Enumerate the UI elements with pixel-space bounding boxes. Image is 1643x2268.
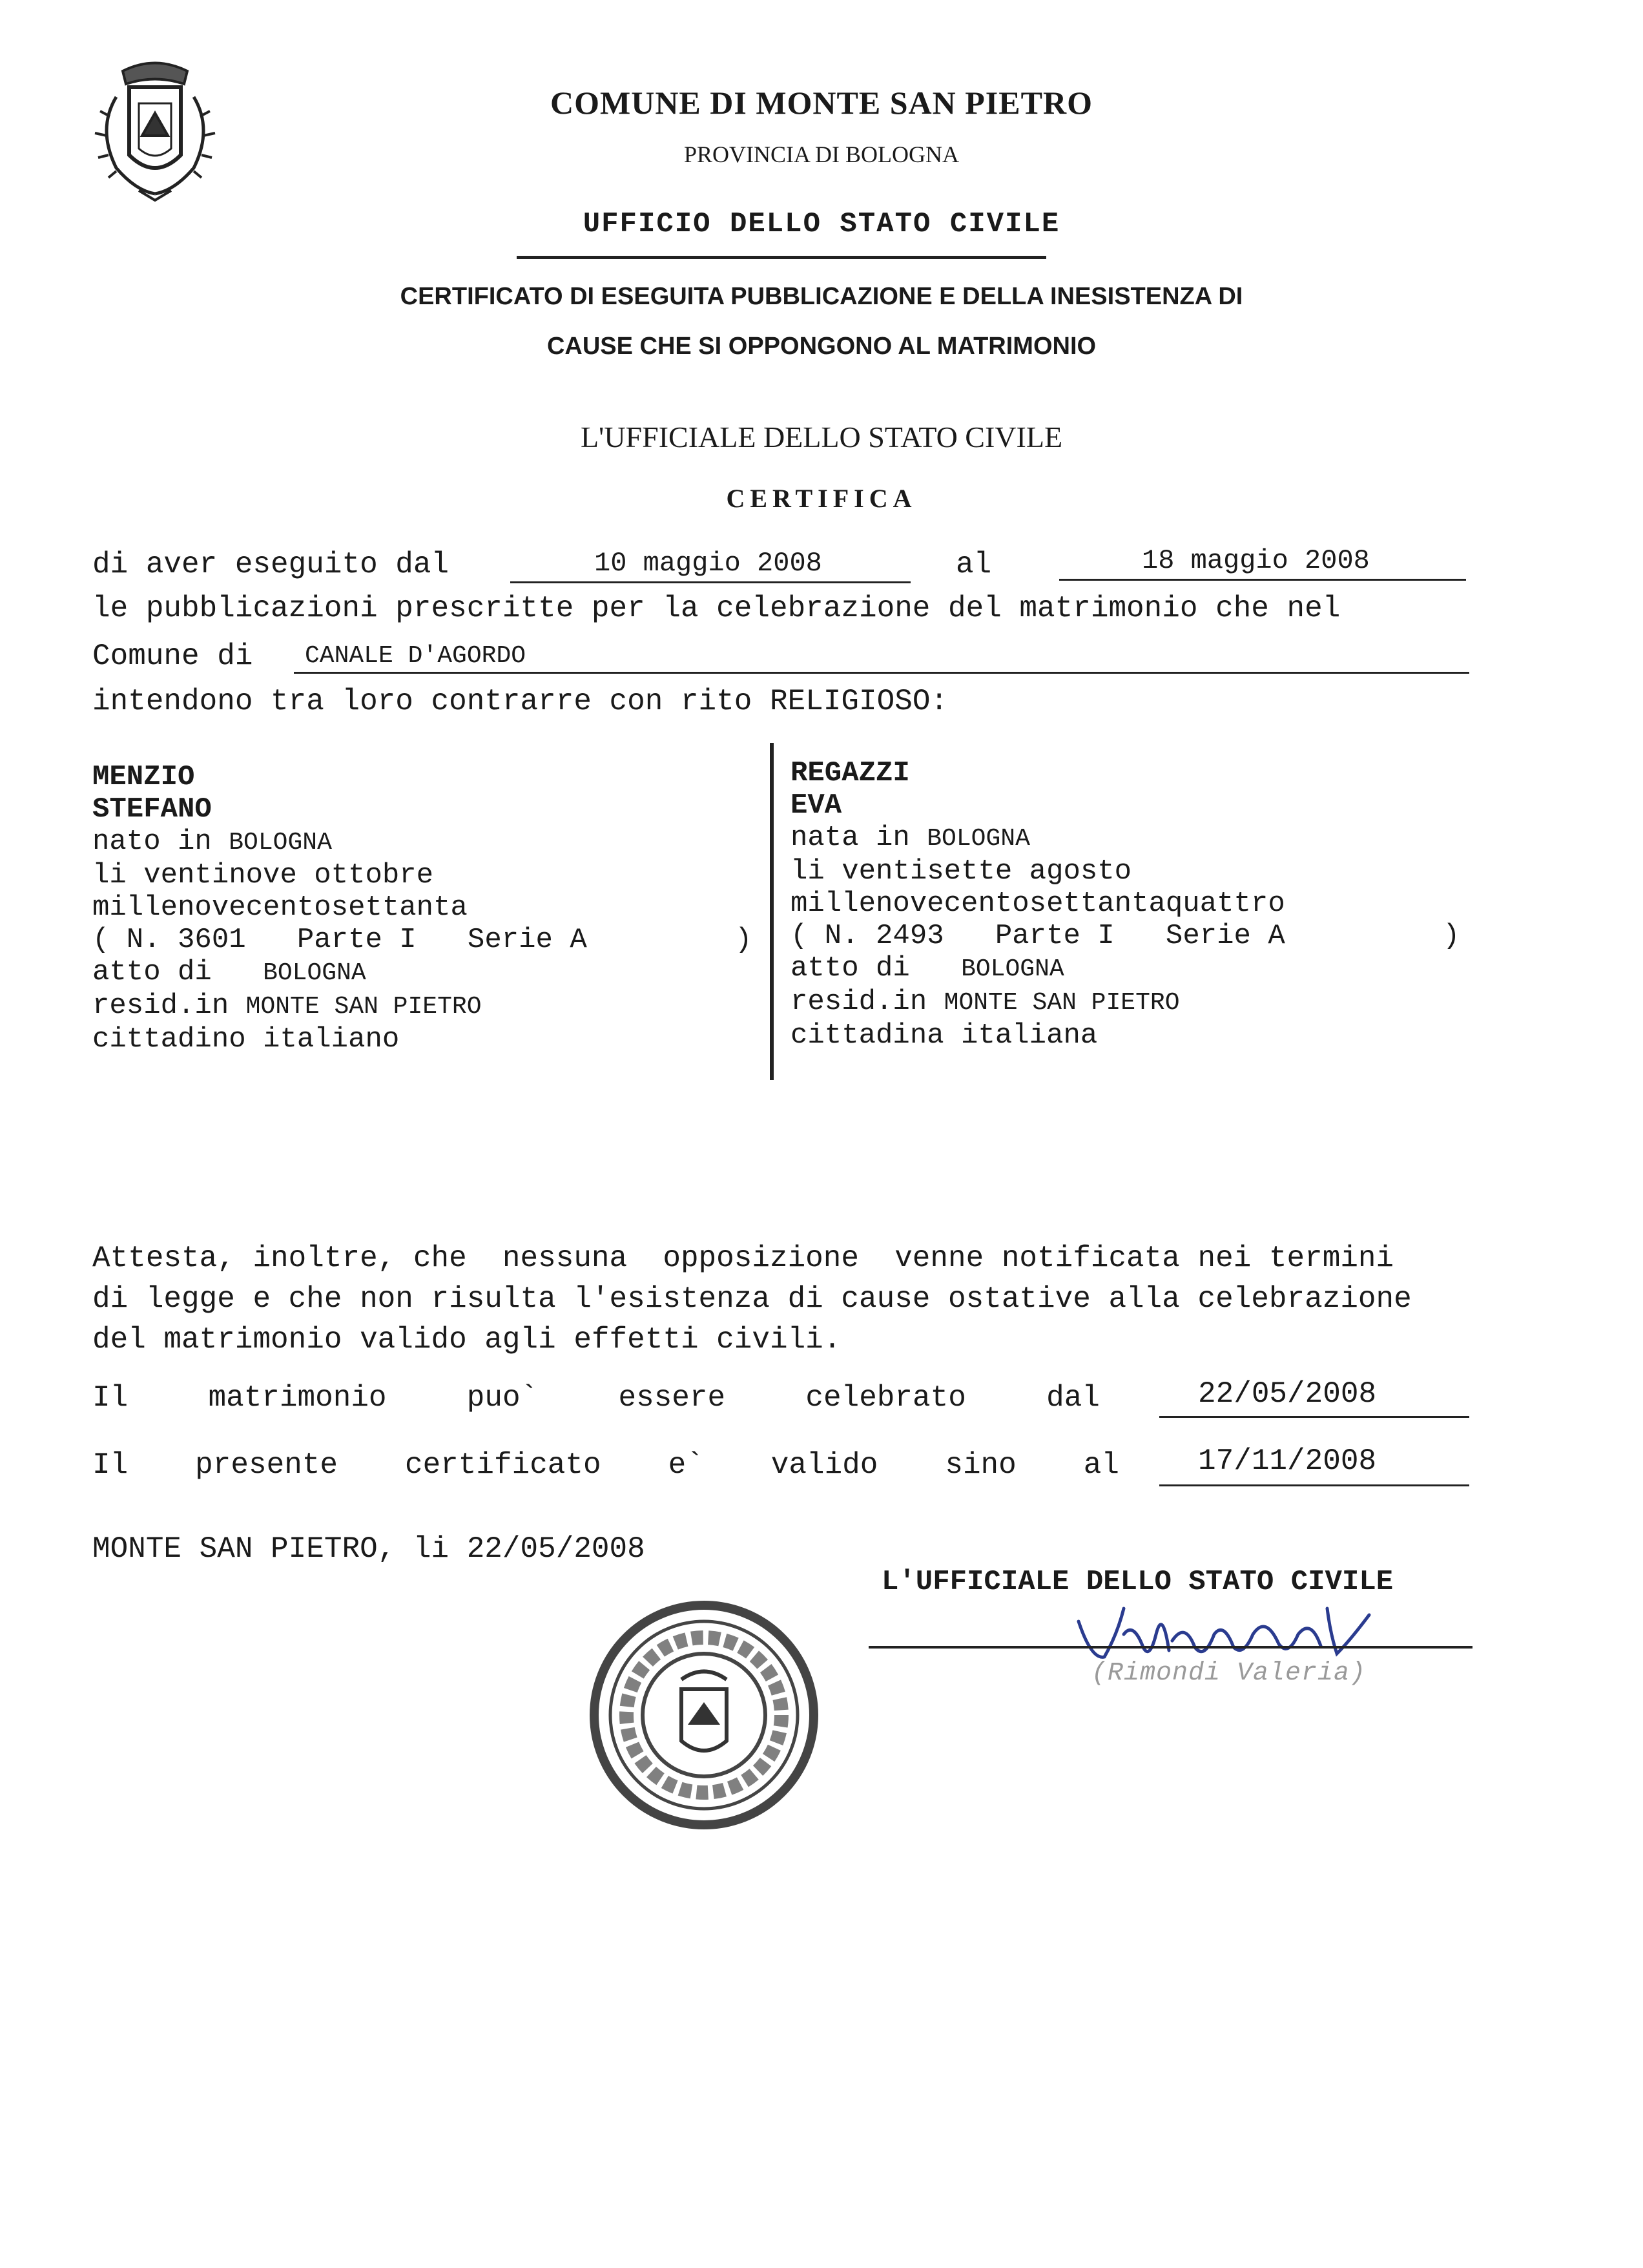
date-to-line — [1059, 579, 1466, 581]
provincia-subtitle: PROVINCIA DI BOLOGNA — [683, 141, 959, 167]
rito-line — [92, 685, 948, 718]
signature-icon — [1072, 1596, 1382, 1667]
certificate-title-line1: CERTIFICATO DI ESEGUITA PUBBLICAZIONE E DELLA INESISTENZA DI — [400, 283, 1243, 310]
certifica-heading: CERTIFICA — [726, 484, 917, 513]
groom-date-line1: li ventinove ottobre — [92, 859, 434, 891]
official-seal-icon — [584, 1596, 823, 1835]
validity-date: 17/11/2008 — [1198, 1444, 1377, 1478]
bride-residence: resid.in MONTE SAN PIETRO — [790, 986, 1180, 1018]
signer-stamp: (Rimondi Valeria) — [1091, 1659, 1367, 1688]
groom-block — [92, 761, 758, 1056]
comune-line — [294, 672, 1469, 674]
bride-date-line1: li ventisette agosto — [790, 855, 1132, 888]
publication-al: al — [956, 548, 992, 581]
officer-heading: L'UFFICIALE DELLO STATO CIVILE — [580, 421, 1063, 453]
ufficio-heading: UFFICIO DELLO STATO CIVILE — [583, 208, 1060, 240]
certificate-title-line2: CAUSE CHE SI OPPONGONO AL MATRIMONIO — [546, 333, 1097, 360]
publication-line2: le pubblicazioni prescritte per la celebrazione del matrimonio che nel — [92, 592, 1341, 625]
attesta-line3: del matrimonio valido agli effetti civili. — [92, 1323, 842, 1357]
comune-label: Comune di — [92, 640, 253, 673]
coat-of-arms-icon — [78, 52, 232, 207]
footer-officer: L'UFFICIALE DELLO STATO CIVILE — [882, 1566, 1394, 1598]
comune-title: COMUNE DI MONTE SAN PIETRO — [550, 85, 1093, 121]
bride-citizenship: cittadina italiana — [790, 1019, 1098, 1052]
publication-date-from: 10 maggio 2008 — [594, 548, 822, 579]
bride-atto-number: ( N. 2493 Parte I Serie A ) — [790, 920, 1460, 952]
groom-citizenship: cittadino italiano — [92, 1023, 400, 1056]
bride-date-line2: millenovecentosettantaquattro — [790, 888, 1285, 920]
validity-line: Il presente certificato e` valido sino al — [92, 1448, 1119, 1482]
attesta-line2: di legge e che non risulta l'esistenza di cause ostative alla celebrazione — [92, 1282, 1412, 1316]
ufficio-underline — [517, 256, 1046, 259]
celebration-date: 22/05/2008 — [1198, 1377, 1377, 1411]
groom-atto: atto di BOLOGNA — [92, 956, 366, 988]
place-date: MONTE SAN PIETRO, li 22/05/2008 — [92, 1532, 645, 1566]
celebration-date-line — [1159, 1416, 1469, 1418]
groom-date-line2: millenovecentosettanta — [92, 891, 468, 924]
validity-date-line — [1159, 1484, 1469, 1486]
bride-block — [790, 757, 1462, 1052]
column-divider — [770, 743, 774, 1080]
bride-surname: REGAZZI — [790, 757, 910, 789]
groom-atto-number: ( N. 3601 Parte I Serie A ) — [92, 924, 752, 956]
publication-date-to: 18 maggio 2008 — [1142, 545, 1370, 576]
rito-prefix: intendono tra loro contrarre con rito — [92, 685, 752, 718]
signature-line — [869, 1646, 1472, 1649]
groom-residence: resid.in MONTE SAN PIETRO — [92, 990, 482, 1022]
groom-surname: MENZIO — [92, 761, 195, 793]
publication-prefix: di aver eseguito dal — [92, 548, 450, 581]
bride-born: nata in BOLOGNA — [790, 822, 1030, 854]
celebration-line: Il matrimonio puo` essere celebrato dal — [92, 1381, 1100, 1415]
bride-atto: atto di BOLOGNA — [790, 952, 1064, 984]
groom-born: nato in BOLOGNA — [92, 826, 332, 858]
comune-value: CANALE D'AGORDO — [305, 642, 526, 670]
bride-name: EVA — [790, 789, 842, 822]
attesta-line1: Attesta, inoltre, che nessuna opposizione venne notificata nei termini — [92, 1242, 1394, 1275]
groom-name: STEFANO — [92, 793, 212, 826]
date-from-line — [510, 581, 911, 583]
rito-value: RELIGIOSO: — [769, 685, 949, 718]
